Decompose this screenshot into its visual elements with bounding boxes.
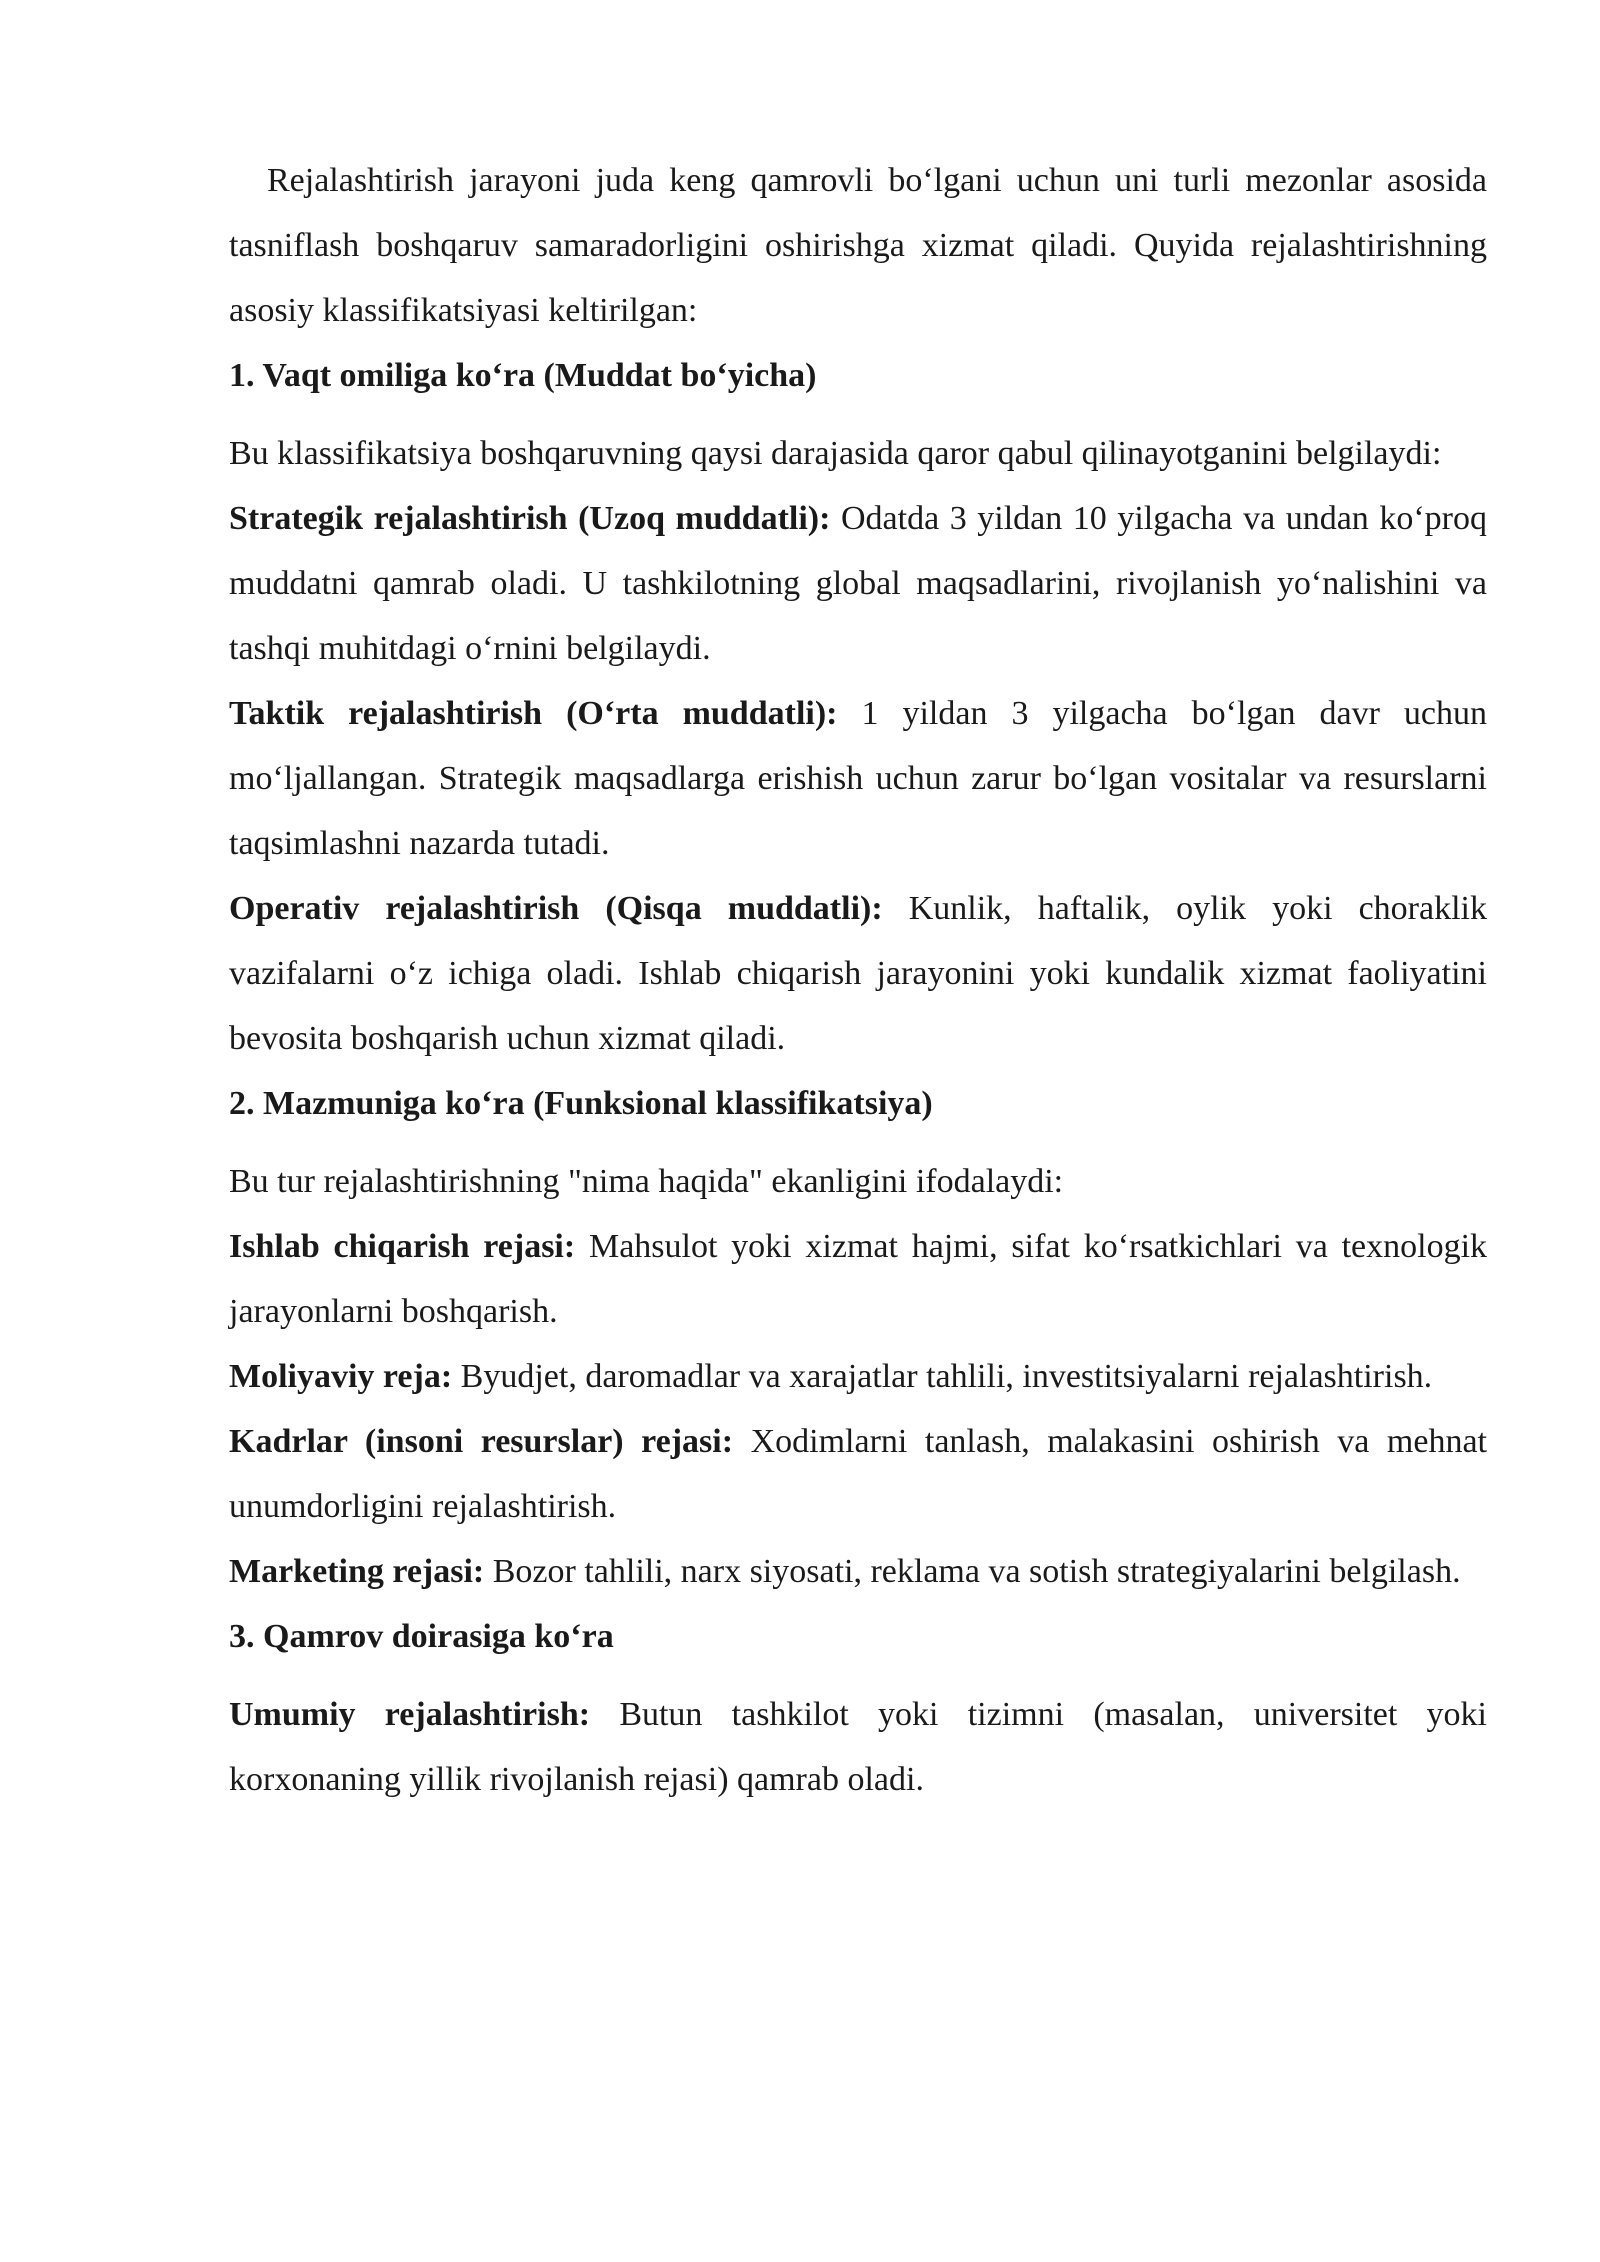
definition-term: Umumiy rejalashtirish: [229, 1696, 591, 1733]
definition-text: Bozor tahlili, narx siyosati, reklama va sotish strategiyalarini belgilash. [484, 1553, 1461, 1590]
section-heading: 3. Qamrov doirasiga ko‘ra [229, 1618, 614, 1655]
definition-term: Kadrlar (insoni resurslar) rejasi: [229, 1423, 734, 1460]
definition-item [229, 1682, 1487, 1812]
definition-term: Operativ rejalashtirish (Qisqa muddatli): [229, 890, 883, 927]
definition-text: Odatda 3 yildan 10 yilgacha va undan ko‘proq muddatni qamrab oladi. U tashkilotning global maqsadlarini, rivojlanish yo‘nalishini va tashqi muhitdagi o‘rnini belgilaydi. [229, 500, 1487, 667]
definition-text: Xodimlarni tanlash, malakasini oshirish va mehnat unumdorligini rejalashtirish. [229, 1423, 1487, 1525]
section-lead: Bu tur rejalashtirishning "nima haqida" ekanligini ifodalaydi: [229, 1163, 1064, 1200]
definition-term: Moliyaviy reja: [229, 1358, 453, 1395]
definition-text: Mahsulot yoki xizmat hajmi, sifat ko‘rsatkichlari va texnologik jarayonlarni boshqarish. [229, 1228, 1488, 1330]
definition-item [229, 681, 1487, 876]
definition-text: 1 yildan 3 yilgacha bo‘lgan davr uchun mo‘ljallangan. Strategik maqsadlarga erishish uchun zarur bo‘lgan vositalar va resurslarni taqsimlashni nazarda tutadi. [229, 695, 1487, 862]
definition-text: Kunlik, haftalik, oylik yoki choraklik vazifalarni o‘z ichiga oladi. Ishlab chiqarish jarayonini yoki kundalik xizmat faoliyatini bevosita boshqarish uchun xizmat qiladi. [229, 890, 1487, 1057]
section-heading: 1. Vaqt omiliga ko‘ra (Muddat bo‘yicha) [229, 357, 817, 394]
definition-item [229, 1539, 1487, 1604]
definition-item [229, 486, 1487, 681]
definition-item [229, 1214, 1487, 1344]
definition-text: Butun tashkilot yoki tizimni (masalan, universitet yoki korxonaning yillik rivojlanish rejasi) qamrab oladi. [229, 1696, 1487, 1798]
definition-text: Byudjet, daromadlar va xarajatlar tahlili, investitsiyalarni rejalashtirish. [452, 1358, 1433, 1395]
definition-term: Marketing rejasi: [229, 1553, 485, 1590]
definition-term: Taktik rejalashtirish (O‘rta muddatli): [229, 695, 838, 732]
definition-item [229, 876, 1487, 1071]
definition-term: Strategik rejalashtirish (Uzoq muddatli): [229, 500, 831, 537]
section-lead: Bu klassifikatsiya boshqaruvning qaysi darajasida qaror qabul qilinayotganini belgilaydi: [229, 435, 1442, 472]
definition-item [229, 1344, 1487, 1409]
section-heading: 2. Mazmuniga ko‘ra (Funksional klassifikatsiya) [229, 1085, 933, 1122]
definition-item [229, 1409, 1487, 1539]
document-page [229, 148, 1487, 1812]
definition-term: Ishlab chiqarish rejasi: [229, 1228, 576, 1265]
intro-paragraph: Rejalashtirish jarayoni juda keng qamrovli bo‘lgani uchun uni turli mezonlar asosida tasniflash boshqaruv samaradorligini oshirishga xizmat qiladi. Quyida rejalashtirishning asosiy klassifikatsiyasi keltirilgan: [229, 162, 1487, 329]
